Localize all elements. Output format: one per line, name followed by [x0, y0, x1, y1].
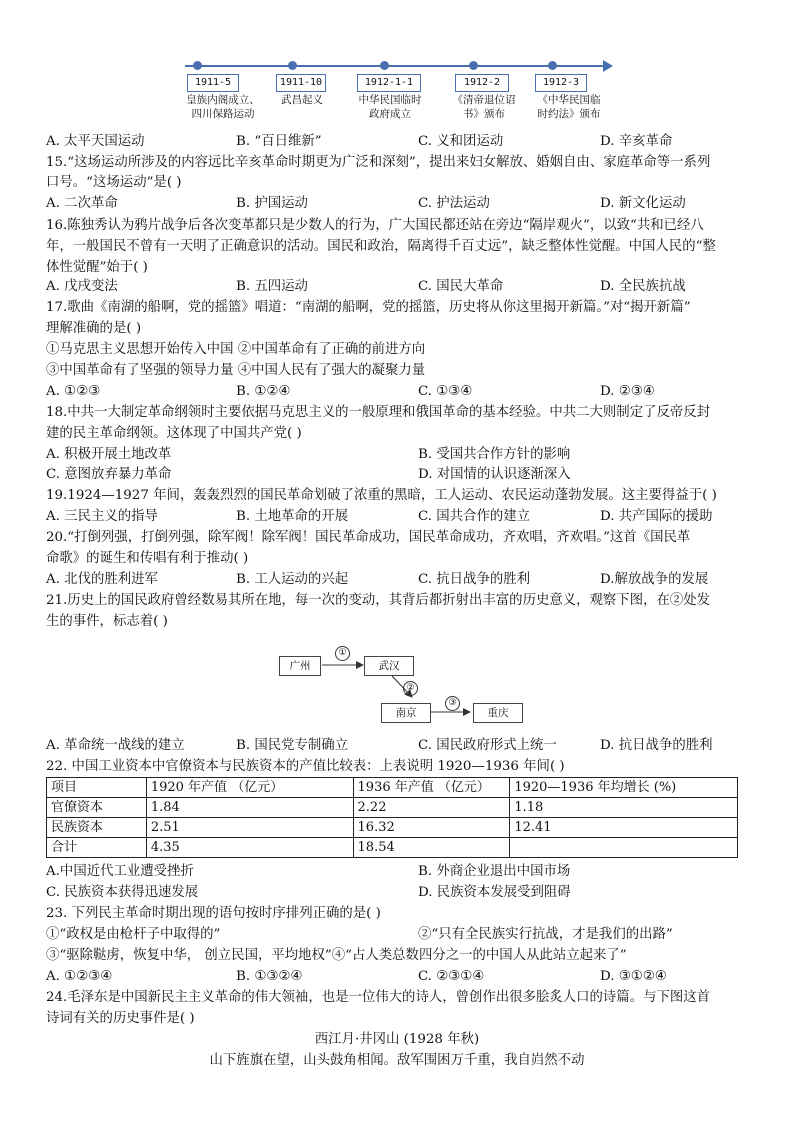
q15-option-c[interactable]: C. 护法运动: [418, 196, 490, 211]
q21-option-b[interactable]: B. 国民党专制确立: [236, 738, 349, 753]
q23-statement: ②“只有全民族实行抗战，才是我们的出路”: [418, 927, 673, 942]
q17-option-a[interactable]: A. ①②③: [46, 384, 101, 399]
marker-1: ①: [335, 646, 350, 661]
table-cell: 民族资本: [47, 818, 147, 838]
table-row: [47, 798, 738, 818]
q18-option-c[interactable]: C. 意图放弃暴力革命: [46, 467, 172, 482]
q16-option-c[interactable]: C. 国民大革命: [418, 279, 504, 294]
q16-option-d[interactable]: D. 全民族抗战: [600, 279, 686, 294]
q14-option-c[interactable]: C. 义和团运动: [418, 134, 504, 149]
table-row: [47, 838, 738, 858]
timeline-label: 《清帝退位诏 书》颁布: [452, 94, 516, 120]
q15-stem: 15.“这场运动所涉及的内容远比辛亥革命时期更为广泛和深刻”，提出来妇女解放、婚姻自由、家庭革命等一系列: [46, 155, 711, 170]
q21-option-d[interactable]: D. 抗日战争的胜利: [600, 738, 713, 753]
timeline-dot: [193, 61, 202, 70]
q16-option-a[interactable]: A. 戊戌变法: [46, 279, 118, 294]
q17-statement: ③中国革命有了坚强的领导力量 ④中国人民有了强大的凝聚力量: [46, 363, 426, 378]
timeline-date: 1911-10: [276, 74, 326, 92]
table-cell: 2.22: [353, 798, 510, 818]
q23-statement: ③“驱除鞑虏，恢复中华， 创立民国，平均地权”④“占人类总数四分之一的中国人从此站立起来了”: [46, 948, 627, 963]
q20-stem: 命歌》的诞生和传唱有利于推动( ): [46, 551, 249, 566]
q18-option-b[interactable]: B. 受国共合作方针的影响: [418, 447, 571, 462]
q17-statement: ①马克思主义思想开始传入中国 ②中国革命有了正确的前进方向: [46, 342, 426, 357]
q20-option-b[interactable]: B. 工人运动的兴起: [236, 572, 349, 587]
table-cell: 合计: [47, 838, 147, 858]
q21-option-a[interactable]: A. 革命统一战线的建立: [46, 738, 185, 753]
q19-stem: 19.1924—1927 年间，轰轰烈烈的国民革命划破了浓重的黑暗，工人运动、农民运动蓬勃发展。这主要得益于( ): [46, 488, 717, 503]
q18-stem: 18.中共一大制定革命纲领时主要依据马克思主义的一般原理和俄国革命的基本经验。中共二大则制定了反帝反封: [46, 405, 711, 420]
table-cell: 官僚资本: [47, 798, 147, 818]
q19-option-a[interactable]: A. 三民主义的指导: [46, 509, 158, 524]
timeline-axis: [185, 65, 605, 67]
q15-option-b[interactable]: B. 护国运动: [236, 196, 308, 211]
q19-option-b[interactable]: B. 土地革命的开展: [236, 509, 349, 524]
timeline-date: 1911-5: [187, 74, 239, 92]
table-cell: 16.32: [353, 818, 510, 838]
q20-option-a[interactable]: A. 北伐的胜利进军: [46, 572, 158, 587]
table-row: [47, 818, 738, 838]
city-nanjing: 南京: [381, 703, 431, 723]
q22-option-b[interactable]: B. 外商企业退出中国市场: [418, 864, 571, 879]
q20-option-c[interactable]: C. 抗日战争的胜利: [418, 572, 531, 587]
q23-option-c[interactable]: C. ②③①④: [418, 969, 485, 984]
table-cell: 12.41: [510, 818, 738, 838]
q18-option-d[interactable]: D. 对国情的认识逐渐深入: [418, 467, 571, 482]
q15-option-a[interactable]: A. 二次革命: [46, 196, 118, 211]
q14-option-d[interactable]: D. 辛亥革命: [600, 134, 673, 149]
q19-option-d[interactable]: D. 共产国际的援助: [600, 509, 713, 524]
capital-comparison-table: [46, 777, 738, 858]
q15-stem: 口号。“这场运动”是( ): [46, 175, 182, 190]
marker-3: ③: [445, 696, 460, 711]
q16-option-b[interactable]: B. 五四运动: [236, 279, 308, 294]
timeline-date: 1912-2: [455, 74, 509, 92]
q17-option-b[interactable]: B. ①②④: [236, 384, 291, 399]
q21-stem: 21.历史上的国民政府曾经数易其所在地，每一次的变动，其背后都折射出丰富的历史意义，观察下图，在②处发: [46, 593, 711, 608]
timeline-label: 中华民国临时 政府成立: [358, 94, 422, 120]
marker-2: ②: [403, 681, 418, 696]
q17-option-d[interactable]: D. ②③④: [600, 384, 655, 399]
q17-stem: 17.歌曲《南湖的船啊，党的摇篮》唱道：“南湖的船啊，党的摇篮，历史将从你这里揭开新篇。”对“揭开新篇”: [46, 300, 691, 315]
timeline-dot: [380, 61, 389, 70]
table-cell: 1.18: [510, 798, 738, 818]
q20-option-d[interactable]: D.解放战争的发展: [600, 572, 709, 587]
q17-stem: 理解准确的是( ): [46, 321, 142, 336]
q14-option-b[interactable]: B. “百日维新”: [236, 134, 322, 149]
timeline-dot: [288, 61, 297, 70]
table-header-cell: 1920—1936 年均增长 (%): [510, 778, 738, 798]
q21-option-c[interactable]: C. 国民政府形式上统一: [418, 738, 557, 753]
q22-option-a[interactable]: A.中国近代工业遭受挫折: [46, 864, 194, 879]
timeline-date: 1912-3: [535, 74, 587, 92]
city-chongqing: 重庆: [473, 703, 523, 723]
q23-statement: ①“政权是由枪杆子中取得的”: [46, 927, 221, 942]
q19-option-c[interactable]: C. 国共合作的建立: [418, 509, 531, 524]
q24-stem: 24.毛泽东是中国新民主主义革命的伟大领袖，也是一位伟大的诗人，曾创作出很多脍炙人口的诗篇。与下图这首: [46, 990, 711, 1005]
q17-option-c[interactable]: C. ①③④: [418, 384, 473, 399]
q18-option-a[interactable]: A. 积极开展土地改革: [46, 447, 172, 462]
table-cell: 4.35: [146, 838, 353, 858]
city-guangzhou: 广州: [279, 656, 321, 676]
q23-stem: 23. 下列民主革命时期出现的语句按时序排列正确的是( ): [46, 906, 381, 921]
q15-option-d[interactable]: D. 新文化运动: [600, 196, 686, 211]
q16-stem: 体性觉醒”始于( ): [46, 260, 148, 275]
table-cell: 2.51: [146, 818, 353, 838]
q20-stem: 20.“打倒列强，打倒列强，除军阀！除军阀！国民革命成功，国民革命成功，齐欢唱，齐欢唱。”这首《国民革: [46, 530, 691, 545]
q16-stem: 年，一般国民不曾有一天明了正确意识的活动。国民和政治，隔离得千百丈远”，缺乏整体性觉醒。中国人民的“整: [46, 239, 716, 254]
q16-stem: 16.陈独秀认为鸦片战争后各次变革都只是少数人的行为，广大国民都还站在旁边“隔岸观火”，以致“共和已经八: [46, 218, 704, 233]
q14-option-a[interactable]: A. 太平天国运动: [46, 134, 145, 149]
city-wuhan: 武汉: [364, 656, 414, 676]
timeline-label: 《中华民国临 时约法》颁布: [537, 94, 601, 120]
table-cell: [510, 838, 738, 858]
q23-option-d[interactable]: D. ③①②④: [600, 969, 667, 984]
table-cell: 18.54: [353, 838, 510, 858]
q22-option-c[interactable]: C. 民族资本获得迅速发展: [46, 885, 199, 900]
timeline-label: 武昌起义: [281, 94, 323, 106]
table-cell: 1.84: [146, 798, 353, 818]
q21-stem: 生的事件，标志着( ): [46, 614, 168, 629]
timeline-dot: [548, 61, 557, 70]
table-header-row: [47, 778, 738, 798]
timeline-date: 1912-1-1: [357, 74, 421, 92]
table-header-cell: 1920 年产值 （亿元）: [146, 778, 353, 798]
q22-option-d[interactable]: D. 民族资本发展受到阻碍: [418, 885, 571, 900]
poem-line: 山下旌旗在望，山头鼓角相闻。敌军围困万千重，我自岿然不动: [209, 1053, 585, 1068]
timeline-label: 皇族内阁成立、 四川保路运动: [186, 94, 260, 120]
timeline-dot: [469, 61, 478, 70]
q23-option-b[interactable]: B. ①③②④: [236, 969, 303, 984]
table-header-cell: 项目: [47, 778, 147, 798]
timeline-arrow-icon: [603, 60, 613, 72]
q22-stem: 22. 中国工业资本中官僚资本与民族资本的产值比较表：上表说明 1920—1936 年间( ): [46, 759, 565, 774]
table-header-cell: 1936 年产值 （亿元）: [353, 778, 510, 798]
q23-option-a[interactable]: A. ①②③④: [46, 969, 113, 984]
q18-stem: 建的民主革命纲领。这体现了中国共产党( ): [46, 426, 302, 441]
poem-title: 西江月·井冈山 (1928 年秋): [314, 1032, 480, 1047]
q24-stem: 诗词有关的历史事件是( ): [46, 1011, 195, 1026]
